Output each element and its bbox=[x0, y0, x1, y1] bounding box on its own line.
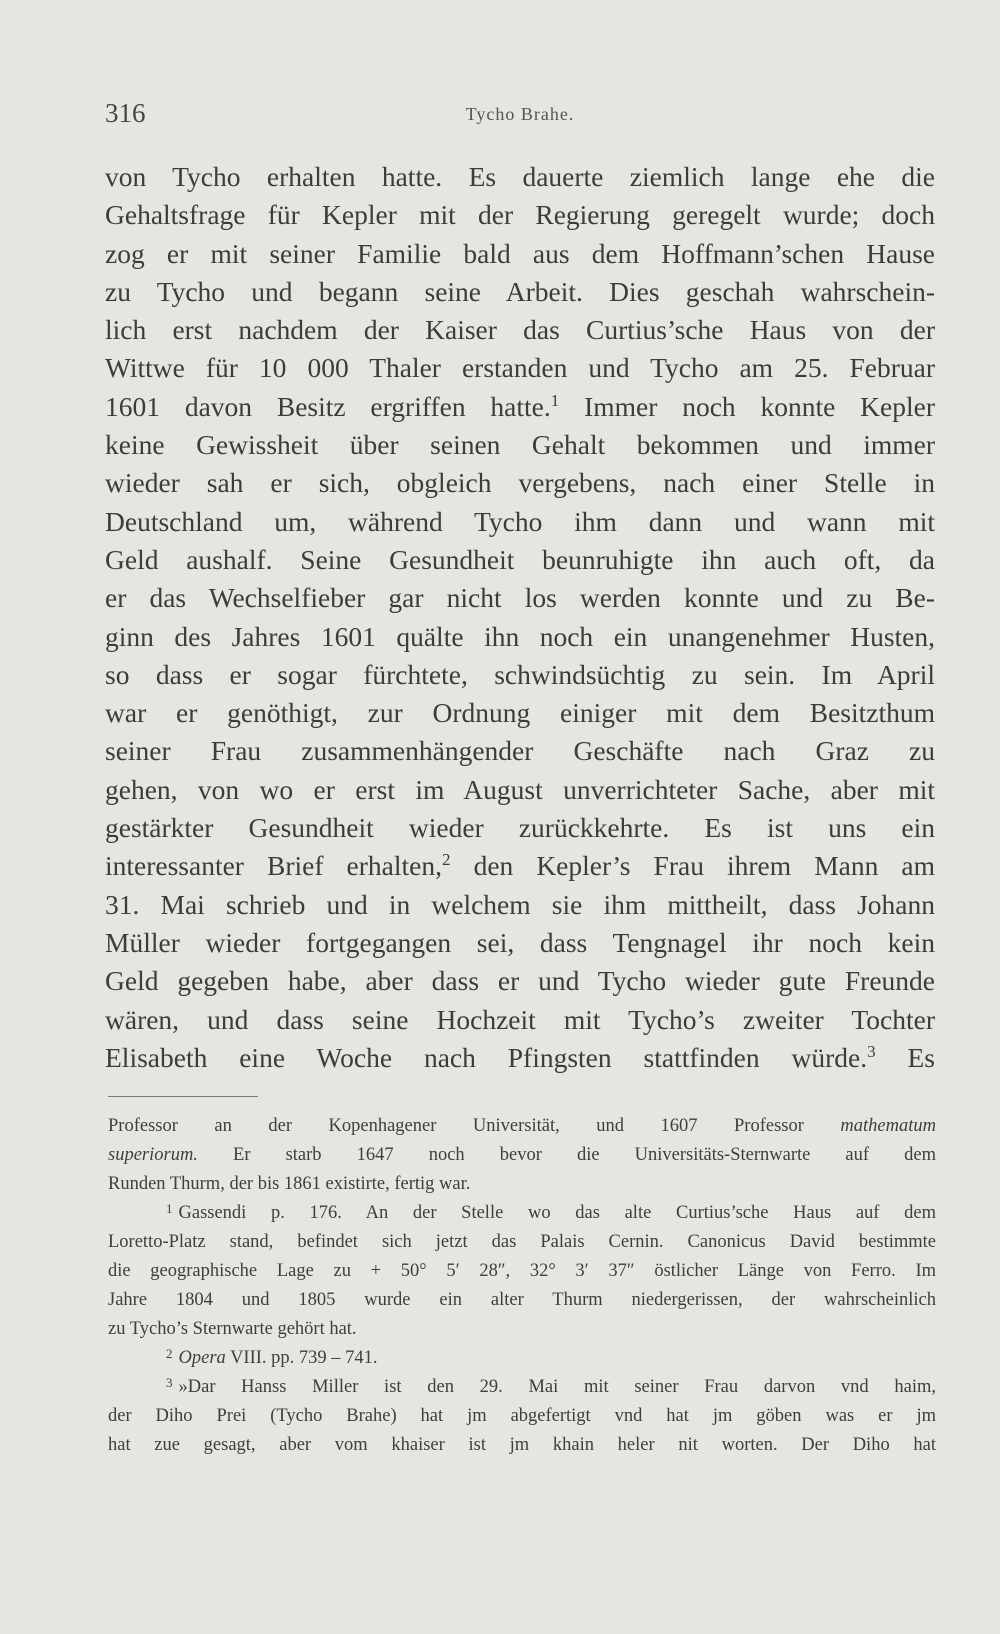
text-fragment: »Dar Hanss Miller ist den 29. Mai mit seiner Frau darvon vnd haim, bbox=[178, 1377, 936, 1397]
text-line: gestärkter Gesundheit wieder zurückkehrte. Es ist uns ein bbox=[105, 812, 935, 844]
text-line: Wittwe für 10 000 Thaler erstanden und Tycho am 25. Februar bbox=[105, 352, 935, 384]
footnote-3 bbox=[108, 1373, 936, 1402]
text-line: von Tycho erhalten hatte. Es dauerte ziemlich lange ehe die bbox=[105, 161, 935, 192]
main-text bbox=[105, 158, 935, 1077]
footnote-divider bbox=[108, 1096, 258, 1097]
page-number: 316 bbox=[105, 98, 146, 128]
italic-term: mathematum bbox=[840, 1116, 936, 1136]
italic-term: Opera bbox=[178, 1348, 226, 1368]
text-line: keine Gewissheit über seinen Gehalt bekommen und immer bbox=[105, 429, 935, 461]
text-line: wieder sah er sich, obgleich vergebens, nach einer Stelle in bbox=[105, 467, 935, 499]
text-fragment: den Kepler’s Frau ihrem Mann am bbox=[450, 850, 935, 882]
text-fragment: VIII. pp. 739 – 741. bbox=[225, 1348, 378, 1368]
footnote-line: hat zue gesagt, aber vom khaiser ist jm khain heler nit worten. Der Diho hat bbox=[108, 1435, 936, 1455]
text-line: Gehaltsfrage für Kepler mit der Regierung geregelt wurde; doch bbox=[105, 199, 935, 231]
footnote-marker: 2 bbox=[166, 1346, 173, 1361]
text-line: ginn des Jahres 1601 quälte ihn noch ein unangenehmer Husten, bbox=[105, 620, 935, 652]
text-line: seiner Frau zusammenhängender Geschäfte nach Graz zu bbox=[105, 735, 935, 767]
text-line: wären, und dass seine Hochzeit mit Tycho’s zweiter Tochter bbox=[105, 1003, 935, 1035]
footnote-line bbox=[108, 1141, 936, 1170]
page-header bbox=[105, 98, 935, 138]
text-line: zog er mit seiner Familie bald aus dem Hoffmann’schen Hause bbox=[105, 237, 935, 269]
footnote-line bbox=[108, 1112, 936, 1141]
footnote-line: die geographische Lage zu + 50° 5′ 28″, 32° 3′ 37″ östlicher Länge von Ferro. Im bbox=[108, 1261, 936, 1281]
text-line: so dass er sogar fürchtete, schwindsüchtig zu sein. Im April bbox=[105, 658, 935, 690]
text-line: Müller wieder fortgegangen sei, dass Tengnagel ihr noch kein bbox=[105, 926, 935, 958]
text-fragment: Gassendi p. 176. An der Stelle wo das alte Curtius’sche Haus auf dem bbox=[178, 1203, 936, 1223]
text-line: lich erst nachdem der Kaiser das Curtius’sche Haus von der bbox=[105, 314, 935, 346]
footnote-ref-1[interactable]: 1 bbox=[550, 390, 560, 410]
text-line bbox=[105, 388, 935, 426]
footnote-marker: 1 bbox=[166, 1201, 173, 1216]
text-line: Geld aushalf. Seine Gesundheit beunruhigte ihn auch oft, da bbox=[105, 543, 935, 575]
footnote-line: zu Tycho’s Sternwarte gehört hat. bbox=[108, 1319, 357, 1339]
footnote-line: Runden Thurm, der bis 1861 existirte, fertig war. bbox=[108, 1174, 471, 1194]
footnote-2 bbox=[108, 1344, 936, 1373]
footnote-line: Jahre 1804 und 1805 wurde ein alter Thurm niedergerissen, der wahrscheinlich bbox=[108, 1290, 936, 1310]
text-fragment: Es bbox=[875, 1041, 935, 1073]
text-line bbox=[105, 1039, 935, 1077]
text-line: zu Tycho und begann seine Arbeit. Dies geschah wahrschein- bbox=[105, 275, 935, 307]
italic-term: superiorum. bbox=[108, 1145, 198, 1165]
footnote-marker: 3 bbox=[166, 1375, 173, 1390]
text-fragment: interessanter Brief erhalten, bbox=[105, 850, 442, 882]
text-fragment: Professor an der Kopenhagener Universität, und 1607 Professor bbox=[108, 1116, 841, 1136]
text-line: er das Wechselfieber gar nicht los werden konnte und zu Be- bbox=[105, 582, 935, 614]
text-fragment: Er starb 1647 noch bevor die Universitäts-Sternwarte auf dem bbox=[197, 1145, 936, 1165]
footnote-line: Loretto-Platz stand, befindet sich jetzt das Palais Cernin. Canonicus David bestimmte bbox=[108, 1232, 936, 1252]
text-line: Geld gegeben habe, aber dass er und Tycho wieder gute Freunde bbox=[105, 965, 935, 997]
text-fragment: Immer noch konnte Kepler bbox=[559, 390, 935, 422]
text-line: 31. Mai schrieb und in welchem sie ihm mittheilt, dass Johann bbox=[105, 888, 935, 920]
text-fragment: 1601 davon Besitz ergriffen hatte. bbox=[105, 390, 551, 422]
text-fragment: Elisabeth eine Woche nach Pfingsten stattfinden würde. bbox=[105, 1041, 868, 1073]
text-line: Deutschland um, während Tycho ihm dann und wann mit bbox=[105, 505, 935, 537]
footnote-1 bbox=[108, 1199, 936, 1228]
footnotes bbox=[108, 1112, 936, 1460]
running-title: Tycho Brahe. bbox=[465, 104, 575, 124]
text-line: war er genöthigt, zur Ordnung einiger mit dem Besitzthum bbox=[105, 697, 935, 729]
text-line bbox=[105, 847, 935, 885]
footnote-line: der Diho Prei (Tycho Brahe) hat jm abgefertigt vnd hat jm göben was er jm bbox=[108, 1406, 936, 1426]
text-line: gehen, von wo er erst im August unverrichteter Sache, aber mit bbox=[105, 773, 935, 805]
footnote-ref-2[interactable]: 2 bbox=[442, 850, 451, 870]
footnote-ref-3[interactable]: 3 bbox=[867, 1041, 876, 1061]
